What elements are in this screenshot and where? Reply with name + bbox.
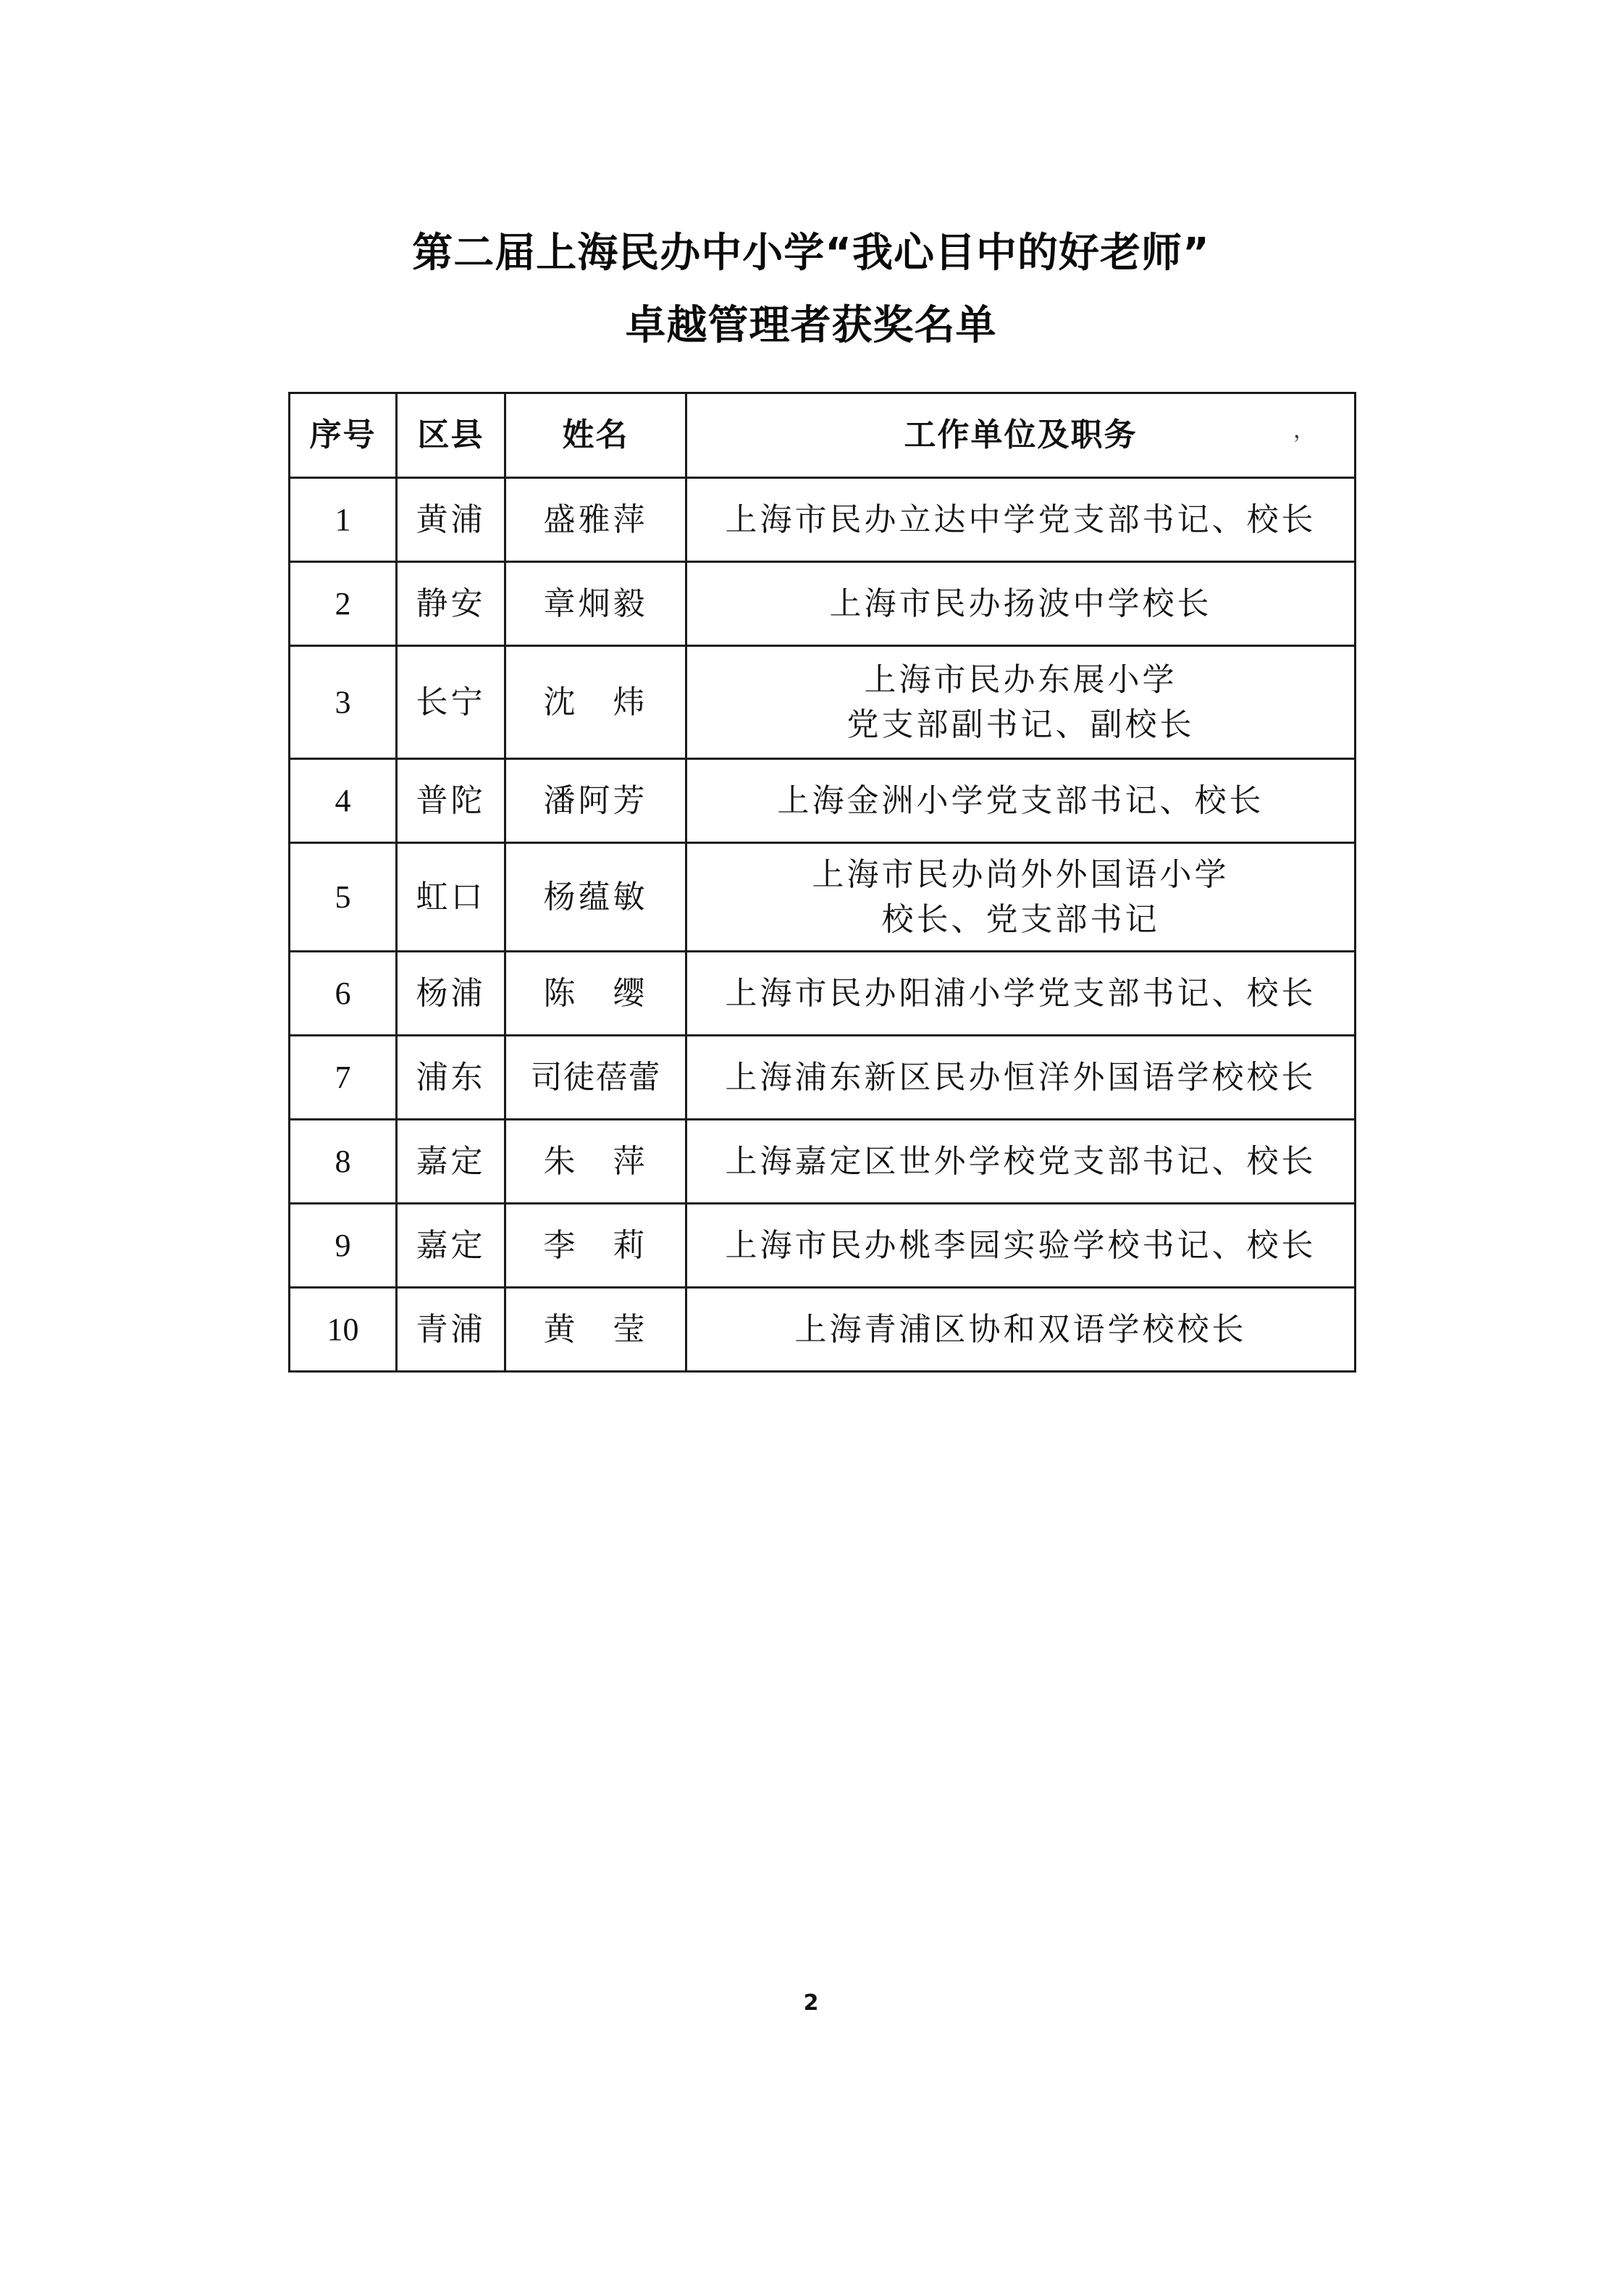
table-row <box>290 478 1356 562</box>
document-title <box>0 217 1622 362</box>
unit-line: 上海金洲小学党支部书记、校长 <box>777 782 1264 819</box>
cell-district: 嘉定 <box>397 1204 505 1288</box>
cell-number: 1 <box>290 478 397 562</box>
cell-number: 8 <box>290 1120 397 1204</box>
table-row <box>290 1036 1356 1120</box>
cell-district: 浦东 <box>397 1036 505 1120</box>
cell-number: 2 <box>290 562 397 646</box>
cell-name: 黄 莹 <box>505 1288 686 1372</box>
cell-number: 6 <box>290 952 397 1036</box>
awards-table <box>288 392 1356 1373</box>
cell-district: 杨浦 <box>397 952 505 1036</box>
cell-number: 5 <box>290 843 397 952</box>
cell-name: 章炯毅 <box>505 562 686 646</box>
cell-unit <box>686 646 1356 759</box>
page-number: 2 <box>803 1990 819 2016</box>
title-line-1: 第二届上海民办中小学“我心目中的好老师” <box>412 230 1210 277</box>
unit-line: 党支部副书记、副校长 <box>846 705 1195 743</box>
cell-district: 虹口 <box>397 843 505 952</box>
unit-line: 上海市民办阳浦小学党支部书记、校长 <box>725 974 1316 1012</box>
cell-unit <box>686 562 1356 646</box>
unit-line: 上海浦东新区民办恒洋外国语学校校长 <box>725 1058 1316 1096</box>
header-name: 姓名 <box>505 393 686 478</box>
table-row <box>290 1288 1356 1372</box>
title-line-2: 卓越管理者获奖名单 <box>625 302 997 349</box>
table-row <box>290 1120 1356 1204</box>
cell-district: 黄浦 <box>397 478 505 562</box>
table-row <box>290 562 1356 646</box>
table-row <box>290 843 1356 952</box>
cell-district: 嘉定 <box>397 1120 505 1204</box>
cell-number: 7 <box>290 1036 397 1120</box>
cell-district: 长宁 <box>397 646 505 759</box>
cell-unit <box>686 478 1356 562</box>
table-row <box>290 646 1356 759</box>
header-stray-mark: ， <box>1293 418 1316 443</box>
unit-line: 校长、党支部书记 <box>881 900 1160 938</box>
table-header-row <box>290 393 1356 478</box>
cell-name: 朱 萍 <box>505 1120 686 1204</box>
header-unit-label: 工作单位及职务 <box>904 416 1138 453</box>
cell-number: 3 <box>290 646 397 759</box>
cell-unit <box>686 1288 1356 1372</box>
cell-number: 4 <box>290 759 397 843</box>
unit-line: 上海青浦区协和双语学校校长 <box>794 1310 1247 1348</box>
cell-number: 9 <box>290 1204 397 1288</box>
cell-unit <box>686 1204 1356 1288</box>
cell-name: 盛雅萍 <box>505 478 686 562</box>
unit-line: 上海嘉定区世外学校党支部书记、校长 <box>725 1142 1316 1180</box>
cell-name: 杨蕴敏 <box>505 843 686 952</box>
cell-district: 普陀 <box>397 759 505 843</box>
cell-district: 青浦 <box>397 1288 505 1372</box>
header-district: 区县 <box>397 393 505 478</box>
table-row <box>290 759 1356 843</box>
cell-unit <box>686 843 1356 952</box>
table-row <box>290 952 1356 1036</box>
header-unit-title <box>686 393 1356 478</box>
unit-line: 上海市民办桃李园实验学校书记、校长 <box>725 1226 1316 1264</box>
cell-name: 李 莉 <box>505 1204 686 1288</box>
unit-line: 上海市民办扬波中学校长 <box>829 585 1212 622</box>
cell-unit <box>686 759 1356 843</box>
unit-line: 上海市民办立达中学党支部书记、校长 <box>725 500 1316 538</box>
header-number: 序号 <box>290 393 397 478</box>
cell-unit <box>686 952 1356 1036</box>
unit-line: 上海市民办尚外外国语小学 <box>812 855 1230 893</box>
unit-line: 上海市民办东展小学 <box>864 661 1177 698</box>
cell-name: 沈 炜 <box>505 646 686 759</box>
cell-name: 潘阿芳 <box>505 759 686 843</box>
cell-district: 静安 <box>397 562 505 646</box>
cell-unit <box>686 1120 1356 1204</box>
cell-number: 10 <box>290 1288 397 1372</box>
cell-unit <box>686 1036 1356 1120</box>
table-row <box>290 1204 1356 1288</box>
cell-name: 陈 缨 <box>505 952 686 1036</box>
cell-name: 司徒蓓蕾 <box>505 1036 686 1120</box>
